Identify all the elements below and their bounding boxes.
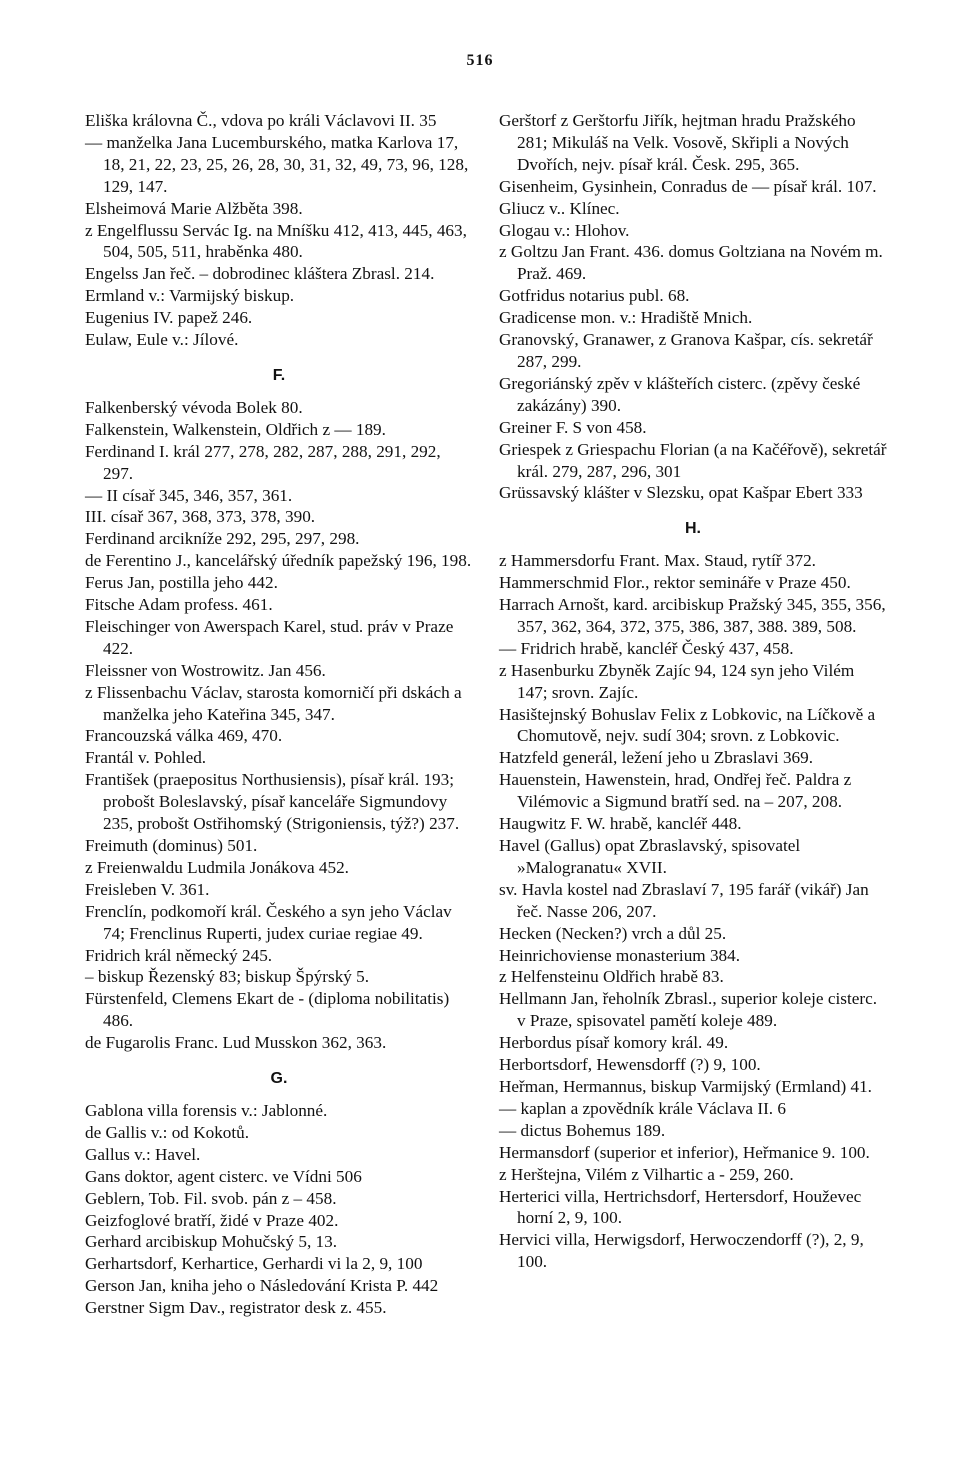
index-entry: Eugenius IV. papež 246. (85, 308, 253, 328)
index-entry: Glogau v.: Hlohov. (499, 220, 630, 240)
index-entry: Granovský, Granawer, z Granova Kašpar, cís. sekretář 287, 299. (499, 330, 873, 371)
index-entry: — dictus Bohemus 189. (499, 1120, 666, 1140)
index-entry: Fleischinger von Awerspach Karel, stud. práv v Praze 422. (85, 616, 454, 658)
index-entry: Griespek z Griespachu Florian (a na Kačéřově), sekretář král. 279, 287, 296, 301 (499, 439, 887, 481)
index-entry: Gerhartsdorf, Kerhartice, Gerhardi vi la 2, 9, 100 (85, 1254, 423, 1274)
index-entry: — manželka Jana Lucemburského, matka Karlova 17, 18, 21, 22, 23, 25, 26, 28, 30, 31, 32, 49, 73, 96, 128, 129, 147. (85, 132, 469, 196)
index-entry: Hauenstein, Hawenstein, hrad, Ondřej řeč. Paldra z Vilémovic a Sigmund bratří sed. na – 207, 208. (499, 770, 852, 812)
index-entry: z Flissenbachu Václav, starosta komorničí při dskách a manželka jeho Kateřina 345, 347. (85, 682, 462, 724)
index-entry: z Hasenburku Zbyněk Zajíc 94, 124 syn jeho Vilém 147; srovn. Zajíc. (499, 660, 855, 702)
index-entry: Engelss Jan řeč. – dobrodinec kláštera Zbrasl. 214. (85, 264, 435, 284)
index-entry: Herbortsdorf, Hewensdorff (?) 9, 100. (499, 1055, 761, 1075)
index-entry: Gliucz v.. Klínec. (499, 198, 620, 218)
index-entry: — kaplan a zpovědník krále Václava II. 6 (499, 1098, 786, 1118)
index-entry: Gisenheim, Gysinhein, Conradus de — písař král. 107. (499, 176, 877, 196)
index-entry: Gradicense mon. v.: Hradiště Mnich. (499, 308, 753, 328)
index-entry: Gerštorf z Gerštorfu Jiřík, hejtman hradu Pražského 281; Mikuláš na Velk. Vosově, Skřipli a Nových Dvořích, nejv. písař král. Česk. 295, 365. (499, 111, 856, 174)
index-entry: Freimuth (dominus) 501. (85, 836, 258, 855)
index-entry: z Helfensteinu Oldřich hrabě 83. (499, 967, 724, 987)
index-entry: Hellmann Jan, řeholník Zbrasl., superior koleje cisterc. v Praze, spisovatel pamětí koleje 489. (499, 989, 878, 1031)
index-entry: Elsheimová Marie Alžběta 398. (85, 198, 303, 218)
page-number: 516 (466, 52, 494, 69)
index-entry: Eliška královna Č., vdova po králi Václavovi II. 35 (85, 111, 437, 130)
index-entry: Falkenberský vévoda Bolek 80. (85, 397, 303, 417)
index-entry: Herbordus písař komory král. 49. (499, 1033, 729, 1053)
index-entry: Falkenstein, Walkenstein, Oldřich z — 189. (85, 419, 386, 439)
index-entry: Haugwitz F. W. hrabě, kancléř 448. (499, 814, 742, 834)
index-entry: III. císař 367, 368, 373, 378, 390. (85, 507, 316, 527)
index-entry: Gerson Jan, kniha jeho o Následování Krista P. 442 (85, 1276, 439, 1296)
index-entry: de Fugarolis Franc. Lud Musskon 362, 363. (85, 1033, 387, 1053)
index-column-right (499, 110, 887, 1273)
index-entry: Gregoriánský zpěv v klášteřích cisterc. (zpěvy české zakázány) 390. (499, 373, 861, 415)
index-entry: Ferdinand I. král 277, 278, 282, 287, 288, 291, 292, 297. (85, 441, 441, 483)
index-entry: z Engelflussu Servác Ig. na Mníšku 412, 413, 445, 463, 504, 505, 511, hraběnka 480. (85, 220, 467, 262)
index-entry: Geizfoglové bratří, židé v Praze 402. (85, 1210, 339, 1230)
index-entry: Gerstner Sigm Dav., registrator desk z. 455. (85, 1298, 387, 1318)
index-entry: Heřman, Hermannus, biskup Varmijský (Ermland) 41. (499, 1076, 872, 1096)
index-entry: Hatzfeld generál, ležení jeho u Zbraslavi 369. (499, 748, 814, 768)
index-entry: z Freienwaldu Ludmila Jonákova 452. (85, 857, 349, 877)
index-entry: z Goltzu Jan Frant. 436. domus Goltziana na Novém m. Praž. 469. (499, 242, 883, 284)
section-heading: F. (272, 366, 286, 384)
index-entry: — II císař 345, 346, 357, 361. (85, 485, 293, 505)
index-entry: Fürstenfeld, Clemens Ekart de - (diploma nobilitatis) 486. (85, 989, 450, 1031)
index-entry: Ferdinand arcikníže 292, 295, 297, 298. (85, 529, 360, 549)
index-entry: Hervici villa, Herwigsdorf, Herwoczendorff (?), 2, 9, 100. (499, 1230, 864, 1272)
index-entry: — Fridrich hrabě, kancléř Český 437, 458. (499, 638, 794, 658)
index-entry: Fleissner von Wostrowitz. Jan 456. (85, 660, 326, 680)
index-entry: Hermansdorf (superior et inferior), Heřmanice 9. 100. (499, 1142, 870, 1162)
index-entry: František (praepositus Northusiensis), písař král. 193; probošt Boleslavský, písař kanceláře Sigmundovy 235, probošt Ostřihomský (Strigoniensis, týž?) 237. (85, 770, 460, 834)
section-heading: G. (270, 1070, 288, 1088)
index-entry: z Herštejna, Vilém z Vilhartic a - 259, 260. (499, 1164, 794, 1184)
index-entry: Havel (Gallus) opat Zbraslavský, spisovatel »Malogranatu« XVII. (499, 836, 801, 877)
index-entry: Geblern, Tob. Fil. svob. pán z – 458. (85, 1188, 337, 1208)
index-entry: Frantál v. Pohled. (85, 748, 207, 768)
index-entry: Gotfridus notarius publ. 68. (499, 286, 690, 306)
section-heading: H. (685, 520, 701, 538)
index-entry: Fridrich král německý 245. (85, 945, 273, 965)
index-entry: Hammerschmid Flor., rektor semináře v Praze 450. (499, 573, 851, 593)
index-entry: Harrach Arnošt, kard. arcibiskup Pražský 345, 355, 356, 357, 362, 364, 372, 375, 386, 387, 388. 389, 508. (499, 595, 886, 636)
index-entry: Fitsche Adam profess. 461. (85, 595, 273, 615)
index-entry: Freisleben V. 361. (85, 879, 210, 899)
index-entry: Francouzská válka 469, 470. (85, 726, 283, 746)
index-entry: Greiner F. S von 458. (499, 417, 647, 437)
index-entry: de Gallis v.: od Kokotů. (85, 1122, 250, 1142)
index-entry: sv. Havla kostel nad Zbraslaví 7, 195 farář (vikář) Jan řeč. Nasse 206, 207. (499, 879, 869, 921)
index-column-left (85, 110, 473, 1319)
index-entry: Ermland v.: Varmijský biskup. (85, 286, 295, 306)
index-entry: Hecken (Necken?) vrch a důl 25. (499, 923, 727, 943)
index-entry: Hasištejnský Bohuslav Felix z Lobkovic, na Líčkově a Chomutově, nejv. sudí 304; srovn. z Lobkovic. (499, 704, 876, 746)
index-entry: Gallus v.: Havel. (85, 1144, 201, 1164)
index-entry: Ferus Jan, postilla jeho 442. (85, 573, 278, 593)
index-entry: Gablona villa forensis v.: Jablonné. (85, 1100, 328, 1120)
index-entry: z Hammersdorfu Frant. Max. Staud, rytíř 372. (499, 551, 816, 571)
index-entry: de Ferentino J., kancelářský úředník papežský 196, 198. (85, 551, 472, 571)
index-entry: Gans doktor, agent cisterc. ve Vídni 506 (85, 1166, 362, 1186)
index-entry: Gerhard arcibiskup Mohučský 5, 13. (85, 1232, 338, 1252)
index-entry: Heinrichoviense monasterium 384. (499, 945, 741, 965)
index-entry: Frenclín, podkomoří král. Českého a syn jeho Václav 74; Frenclinus Ruperti, judex curiae regiae 49. (85, 901, 452, 943)
index-entry: Herterici villa, Hertrichsdorf, Hertersdorf, Houževec horní 2, 9, 100. (499, 1186, 862, 1228)
index-entry: – biskup Řezenský 83; biskup Špýrský 5. (85, 967, 370, 987)
index-entry: Eulaw, Eule v.: Jílové. (85, 330, 239, 350)
index-entry: Grüssavský klášter v Slezsku, opat Kašpar Ebert 333 (499, 483, 863, 503)
